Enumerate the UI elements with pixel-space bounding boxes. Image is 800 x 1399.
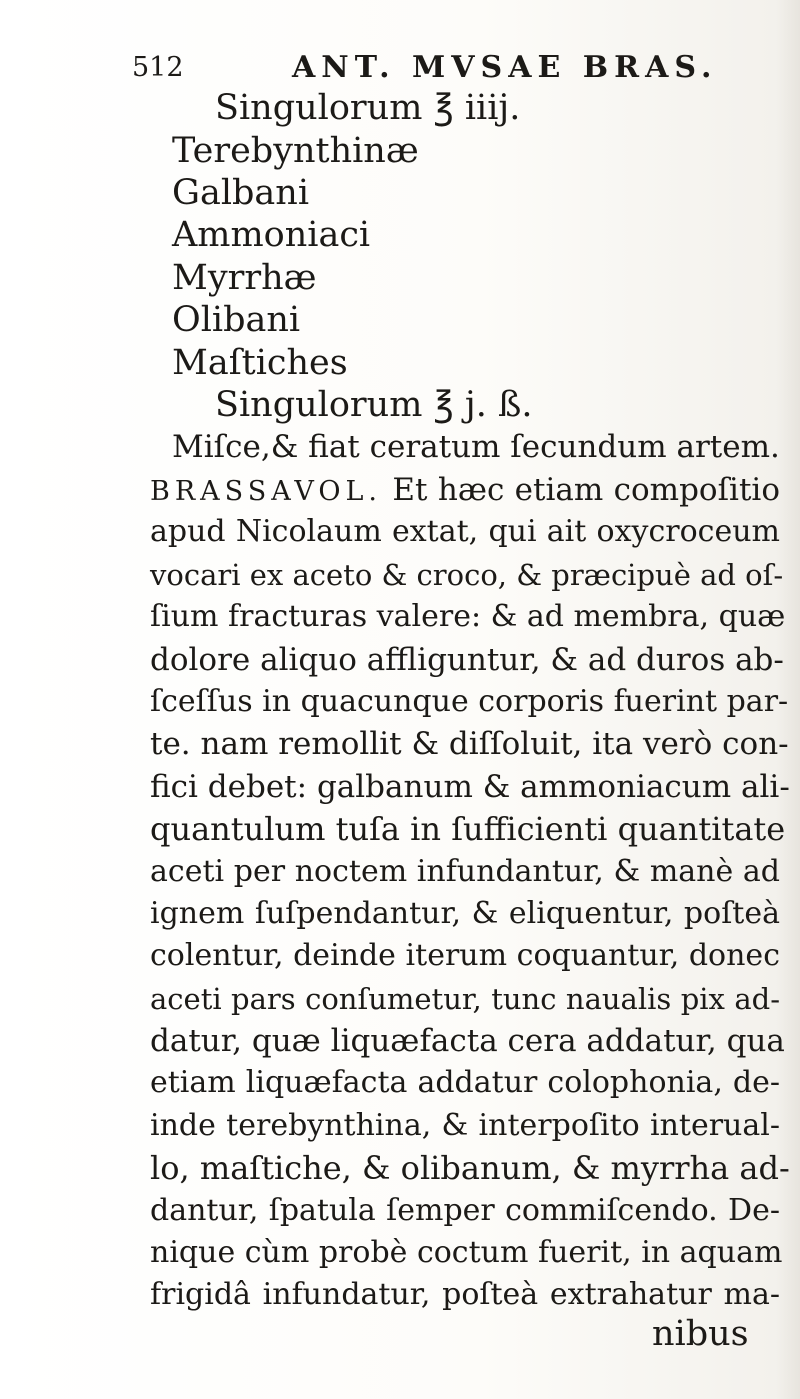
page-number: 512 [132,52,184,83]
paragraph-line: apud Nicolaum extat, qui ait oxycroceum [150,514,780,549]
running-title: ANT. MVSAE BRAS. [292,50,718,85]
paragraph-line: nique cùm probè coctum fuerit, in aquam [150,1235,783,1270]
catchword: nibus [652,1314,749,1354]
first-line-text: Et hæc etiam compoſitio [392,472,780,508]
recipe-line: Terebynthinæ [172,131,419,171]
recipe-line: Myrrhæ [172,258,317,298]
paragraph-line: dolore aliquo affliguntur, & ad duros ab- [150,642,784,678]
paragraph-line: lo, maſtiche, & olibanum, & myrrha ad- [150,1149,790,1187]
paragraph-line: ignem ſuſpendantur, & eliquentur, poſteà [150,896,780,931]
paragraph-line: dantur, ſpatula ſemper commiſcendo. De- [150,1193,780,1228]
page-header [132,46,752,90]
paragraph-line: aceti pars conſumetur, tunc naualis pix ad- [150,982,780,1016]
recipe-line: Singulorum ℥ j. ß. [215,385,533,425]
paragraph-line: fici debet: galbanum & ammoniacum ali- [150,769,790,805]
paragraph-line: ſium fracturas valere: & ad membra, quæ [150,599,786,634]
recipe-line: Maſtiches [172,343,348,383]
recipe-line: Singulorum ℥ iiij. [215,88,521,128]
paragraph-line: ſceſſus in quacunque corporis fuerint par- [150,684,789,719]
paragraph-line: quantulum tuſa in ſufficienti quantitate [150,810,786,848]
recipe-line: Ammoniaci [172,215,371,255]
paragraph-line: te. nam remollit & diſſoluit, ita verò con- [150,726,789,762]
paragraph-line: etiam liquæfacta addatur colophonia, de- [150,1065,780,1100]
paragraph-line: aceti per noctem infundantur, & manè ad [150,854,780,889]
paragraph-first-line [150,467,780,513]
paragraph-line: inde terebynthina, & interpoſito interual- [150,1108,780,1143]
recipe-line: Galbani [172,173,310,213]
recipe-line: Olibani [172,300,301,340]
paragraph-line: datur, quæ liquæfacta cera addatur, qua [150,1023,785,1059]
paragraph-line: frigidâ infundatur, poſteà extrahatur ma- [150,1277,780,1312]
author-name: BRASSAVOL. [150,476,383,507]
paragraph-line: vocari ex aceto & croco, & præcipuè ad oſ- [150,558,784,592]
recipe-line: Miſce,& fiat ceratum ſecundum artem. [172,429,780,465]
paragraph-line: colentur, deinde iterum coquantur, donec [150,938,780,973]
